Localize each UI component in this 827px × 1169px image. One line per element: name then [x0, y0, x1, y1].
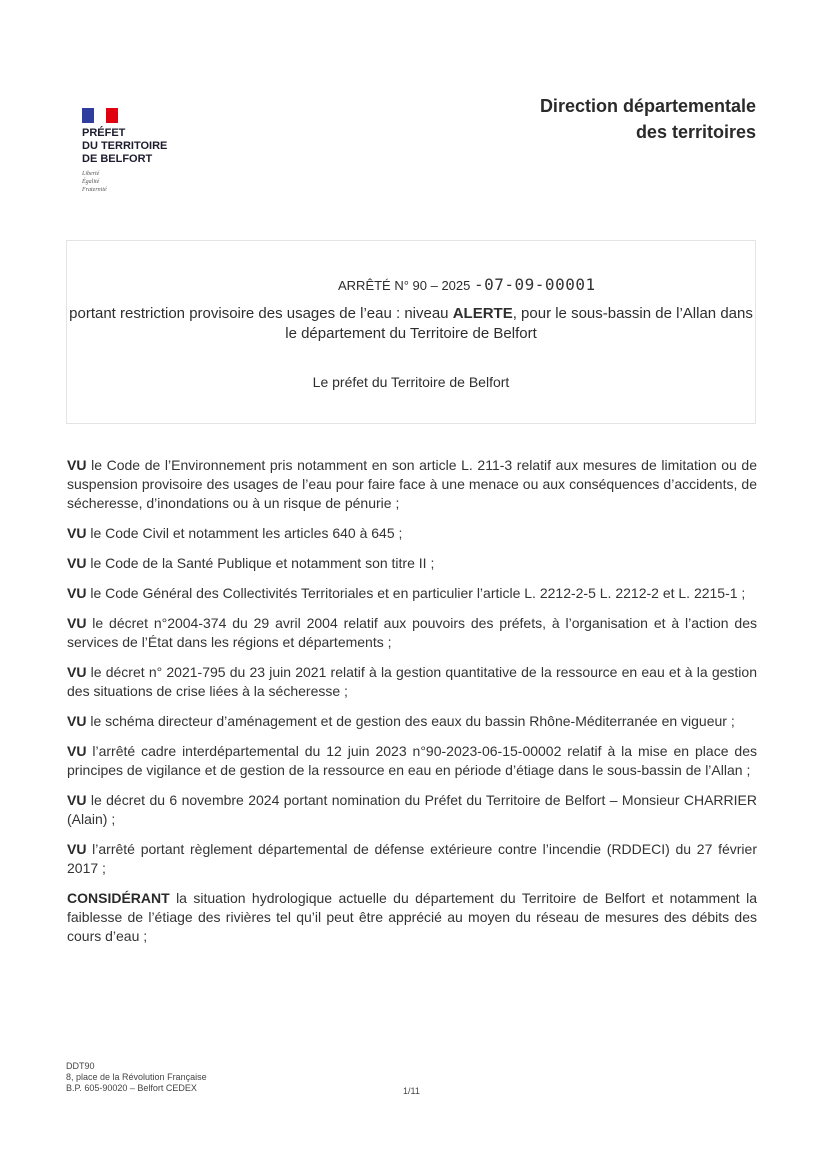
paragraph-text: le décret n° 2021-795 du 23 juin 2021 relatif à la gestion quantitative de la ressource en eau et à la gestion des situations de crise liées à la sécheresse ;	[67, 664, 757, 699]
paragraph-keyword: CONSIDÉRANT	[67, 890, 170, 906]
paragraph	[67, 889, 757, 946]
alert-level: ALERTE	[452, 305, 513, 322]
paragraph-text: le schéma directeur d’aménagement et de gestion des eaux du bassin Rhône-Méditerranée en vigueur ;	[86, 713, 735, 729]
paragraph-text: le décret du 6 novembre 2024 portant nomination du Préfet du Territoire de Belfort – Monsieur CHARRIER (Alain) ;	[67, 792, 757, 827]
paragraph-text: l’arrêté cadre interdépartemental du 12 juin 2023 n°90-2023-06-15-00002 relatif à la mise en place des principes de vigilance et de gestion de la ressource en eau en période d’étiage dans le sous-bassin de l’Allan ;	[67, 743, 757, 778]
footer-address	[66, 1061, 207, 1094]
paragraph	[67, 840, 757, 878]
prefecture-name-line3: DE BELFORT	[82, 153, 153, 165]
paragraph-keyword: VU	[67, 743, 87, 759]
paragraph-text: le Code Civil et notamment les articles 640 à 645 ;	[86, 525, 403, 541]
motto-fraternite: Fraternité	[82, 187, 107, 193]
direction-line2: des territoires	[635, 122, 756, 142]
paragraph-text: le Code de la Santé Publique et notamment son titre II ;	[86, 555, 435, 571]
footer-line2: 8, place de la Révolution Française	[66, 1072, 207, 1082]
issuing-direction	[540, 93, 756, 145]
prefecture-logo	[82, 108, 202, 194]
paragraph	[67, 524, 757, 543]
paragraph-text: la situation hydrologique actuelle du département du Territoire de Belfort et notamment la faiblesse de l’étiage des rivières tel qu’il peut être apprécié au moyen du réseau de mesures des débits des cours d’eau ;	[67, 890, 757, 944]
paragraph-keyword: VU	[67, 525, 87, 541]
paragraph-keyword: VU	[67, 841, 87, 857]
prefecture-name-line2: DU TERRITOIRE	[82, 140, 168, 152]
paragraph-keyword: VU	[67, 585, 87, 601]
paragraph-keyword: VU	[67, 457, 87, 473]
footer-line3: B.P. 605-90020 – Belfort CEDEX	[66, 1083, 197, 1093]
paragraph	[67, 584, 757, 603]
marianne-flag-icon	[82, 108, 118, 123]
prefet-line: Le préfet du Territoire de Belfort	[312, 374, 510, 390]
footer-line1: DDT90	[66, 1061, 95, 1071]
paragraph-keyword: VU	[67, 792, 87, 808]
paragraph-text: l’arrêté portant règlement départemental de défense extérieure contre l’incendie (RDDECI) du 27 février 2017 ;	[67, 841, 757, 876]
page-number: 1/11	[403, 1086, 420, 1096]
paragraph-text: le Code de l’Environnement pris notamment en son article L. 211-3 relatif aux mesures de limitation ou de suspension provisoire des usages de l’eau pour faire face à une menace ou aux conséquences d’accidents, de sécheresse, d’inondations ou à un risque de pénurie ;	[67, 457, 757, 511]
prefecture-name-line1: PRÉFET	[82, 127, 126, 139]
paragraph-text: le décret n°2004-374 du 29 avril 2004 relatif aux pouvoirs des préfets, à l’organisation et à l’action des services de l’État dans les régions et départements ;	[67, 615, 757, 650]
subject-start: portant restriction provisoire des usages de l’eau : niveau	[69, 305, 453, 322]
paragraph	[67, 791, 757, 829]
paragraph-keyword: VU	[67, 713, 87, 729]
paragraph-keyword: VU	[67, 615, 87, 631]
arrete-number-handwritten: -07-09-00001	[474, 275, 596, 294]
motto-egalite: Égalité	[82, 179, 100, 185]
paragraph	[67, 456, 757, 513]
paragraph-keyword: VU	[67, 664, 87, 680]
arrete-subject	[66, 304, 756, 344]
motto-liberte: Liberté	[82, 171, 100, 177]
paragraph	[67, 554, 757, 573]
paragraph	[67, 614, 757, 652]
arrete-number	[338, 275, 596, 294]
paragraph	[67, 742, 757, 780]
paragraph	[67, 712, 757, 731]
prefecture-name	[82, 127, 202, 166]
direction-line1: Direction départementale	[539, 96, 756, 116]
paragraph-keyword: VU	[67, 555, 87, 571]
paragraph-text: le Code Général des Collectivités Territoriales et en particulier l’article L. 2212-2-5 L. 2212-2 et L. 2215-1 ;	[86, 585, 746, 601]
arrete-number-prefix: ARRÊTÉ N° 90 – 2025	[338, 278, 474, 293]
republic-motto	[82, 170, 202, 194]
arrete-body	[67, 456, 757, 957]
subject-end: , pour le sous-bassin de l’Allan dans le département du Territoire de Belfort	[285, 305, 753, 342]
paragraph	[67, 663, 757, 701]
